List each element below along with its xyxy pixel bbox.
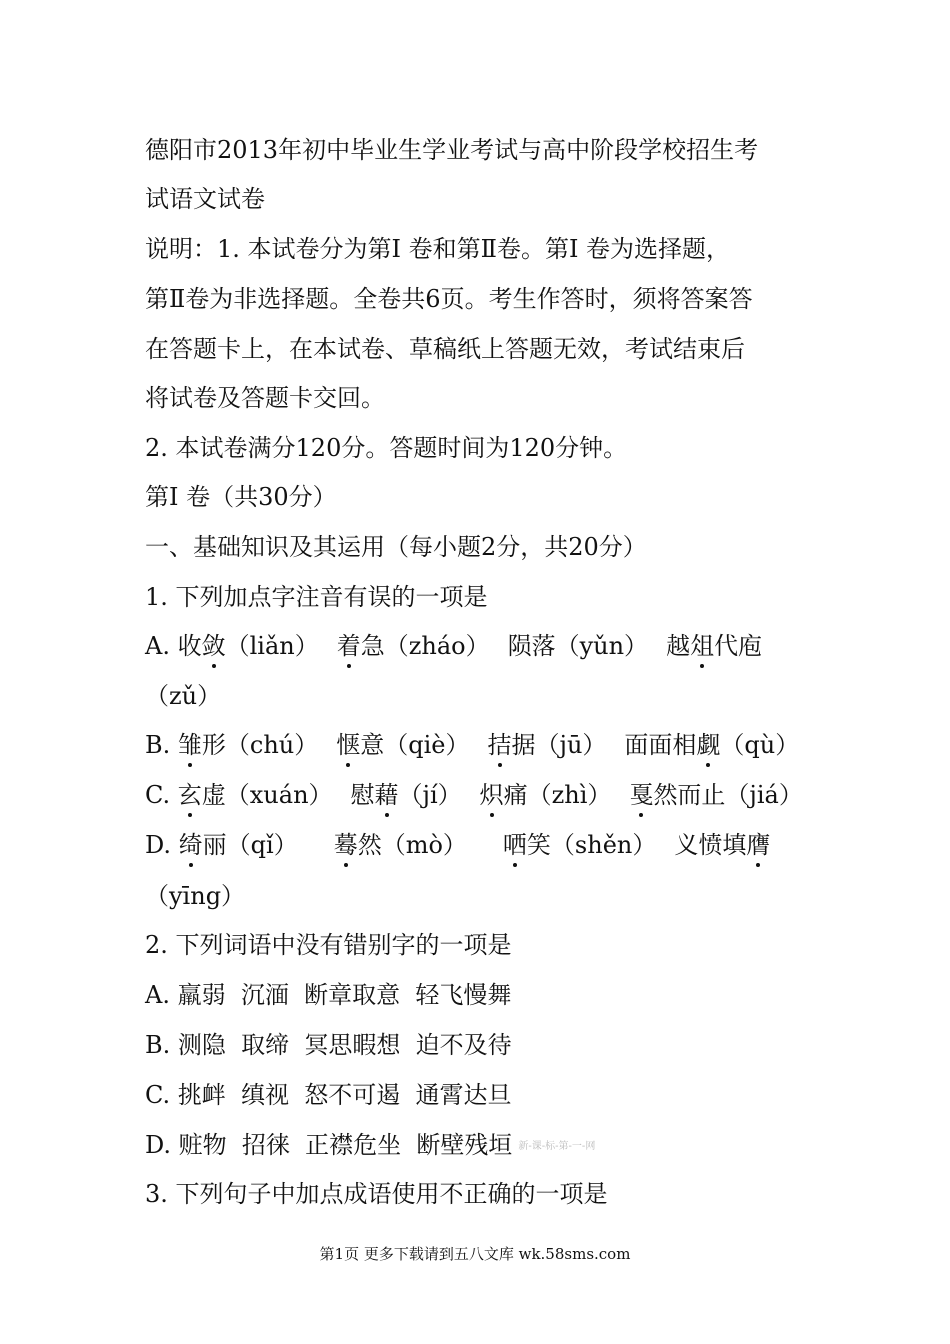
text-run: 虚（xuán） [201,781,333,809]
q1-option-a [145,630,762,662]
dotted-char: 敛 [201,632,226,660]
dotted-char: 觑 [696,731,721,759]
text-run: （liǎn） [225,632,319,660]
q2-option-d: D. 赃物 招徕 正襟危坐 断壁残垣 [145,1131,513,1159]
instructions-line-2: 第Ⅱ卷为非选择题。全卷共6页。考生作答时，须将答案答 [145,285,753,313]
q1-option-d-wrap: （yīng） [145,882,246,910]
dotted-char: 着 [336,632,361,660]
text-run: 慰 [350,781,375,809]
title-line-2: 试语文试卷 [145,185,265,213]
section-heading: 一、基础知识及其运用（每小题2分，共20分） [145,533,647,561]
text-run: C. [145,781,178,809]
dotted-char: 绮 [178,831,203,859]
text-run: B. [145,731,178,759]
text-run: 越 [666,632,691,660]
question-2-stem: 2. 下列词语中没有错别字的一项是 [145,931,512,959]
text-run: D. [145,831,179,859]
q1-option-a-wrap: （zǔ） [145,682,222,710]
title-line-1: 德阳市2013年初中毕业生学业考试与高中阶段学校招生考 [145,136,759,164]
text-run: 急（zháo） [360,632,490,660]
dotted-char: 雏 [177,731,202,759]
text-run: （qù） [720,731,800,759]
dotted-char: 炽 [479,781,504,809]
text-run: 笑（shěn） [526,831,657,859]
text-run: 陨 [507,632,532,660]
instructions-line-5: 2. 本试卷满分120分。答题时间为120分钟。 [145,434,628,462]
q2-option-c: C. 挑衅 缜视 怒不可遏 通霄达旦 [145,1081,512,1109]
text-run: 义愤填 [674,831,747,859]
text-run: 痛（zhì） [503,781,612,809]
q1-option-b [145,729,799,761]
dotted-char: 惬 [336,731,361,759]
text-run: 丽（qǐ） [202,831,298,859]
text-run: 面面相 [624,731,697,759]
dotted-char: 戛 [629,781,654,809]
dotted-char: 膺 [746,831,771,859]
text-run: 据（jū） [511,731,607,759]
text-run: 意（qiè） [360,731,470,759]
dotted-char: 藉 [374,781,399,809]
volume-heading: 第Ⅰ 卷（共30分） [145,483,337,511]
q1-option-d [145,829,770,861]
page-footer: 第1页 更多下载请到五八文库 wk.58sms.com [319,1245,631,1263]
dotted-char: 拮 [487,731,512,759]
question-3-stem: 3. 下列句子中加点成语使用不正确的一项是 [145,1180,608,1208]
text-run: 形（chú） [201,731,319,759]
text-run: 落（yǔn） [531,632,649,660]
instructions-line-3: 在答题卡上，在本试卷、草稿纸上答题无效，考试结束后 [145,335,745,363]
dotted-char: 玄 [177,781,202,809]
q2-option-a: A. 羸弱 沉湎 断章取意 轻飞慢舞 [145,981,512,1009]
instructions-line-4: 将试卷及答题卡交回。 [145,384,385,412]
text-run: （jí） [398,781,462,809]
q2-option-b: B. 测隐 取缔 冥思暇想 迫不及待 [145,1031,512,1059]
instructions-line-1: 说明：1. 本试卷分为第Ⅰ 卷和第Ⅱ卷。第Ⅰ 卷为选择题， [145,235,731,263]
text-run: A. 收 [145,632,202,660]
text-run: 代庖 [714,632,763,660]
q1-option-c [145,779,803,811]
question-1-stem: 1. 下列加点字注音有误的一项是 [145,583,488,611]
dotted-char: 哂 [502,831,527,859]
q2-option-d-row [145,1129,595,1163]
watermark-text: 新-课-标-第-一-网 [518,1140,596,1152]
dotted-char: 蓦 [333,831,358,859]
text-run: 然而止（jiá） [653,781,803,809]
dotted-char: 俎 [690,632,715,660]
text-run: 然（mò） [357,831,467,859]
